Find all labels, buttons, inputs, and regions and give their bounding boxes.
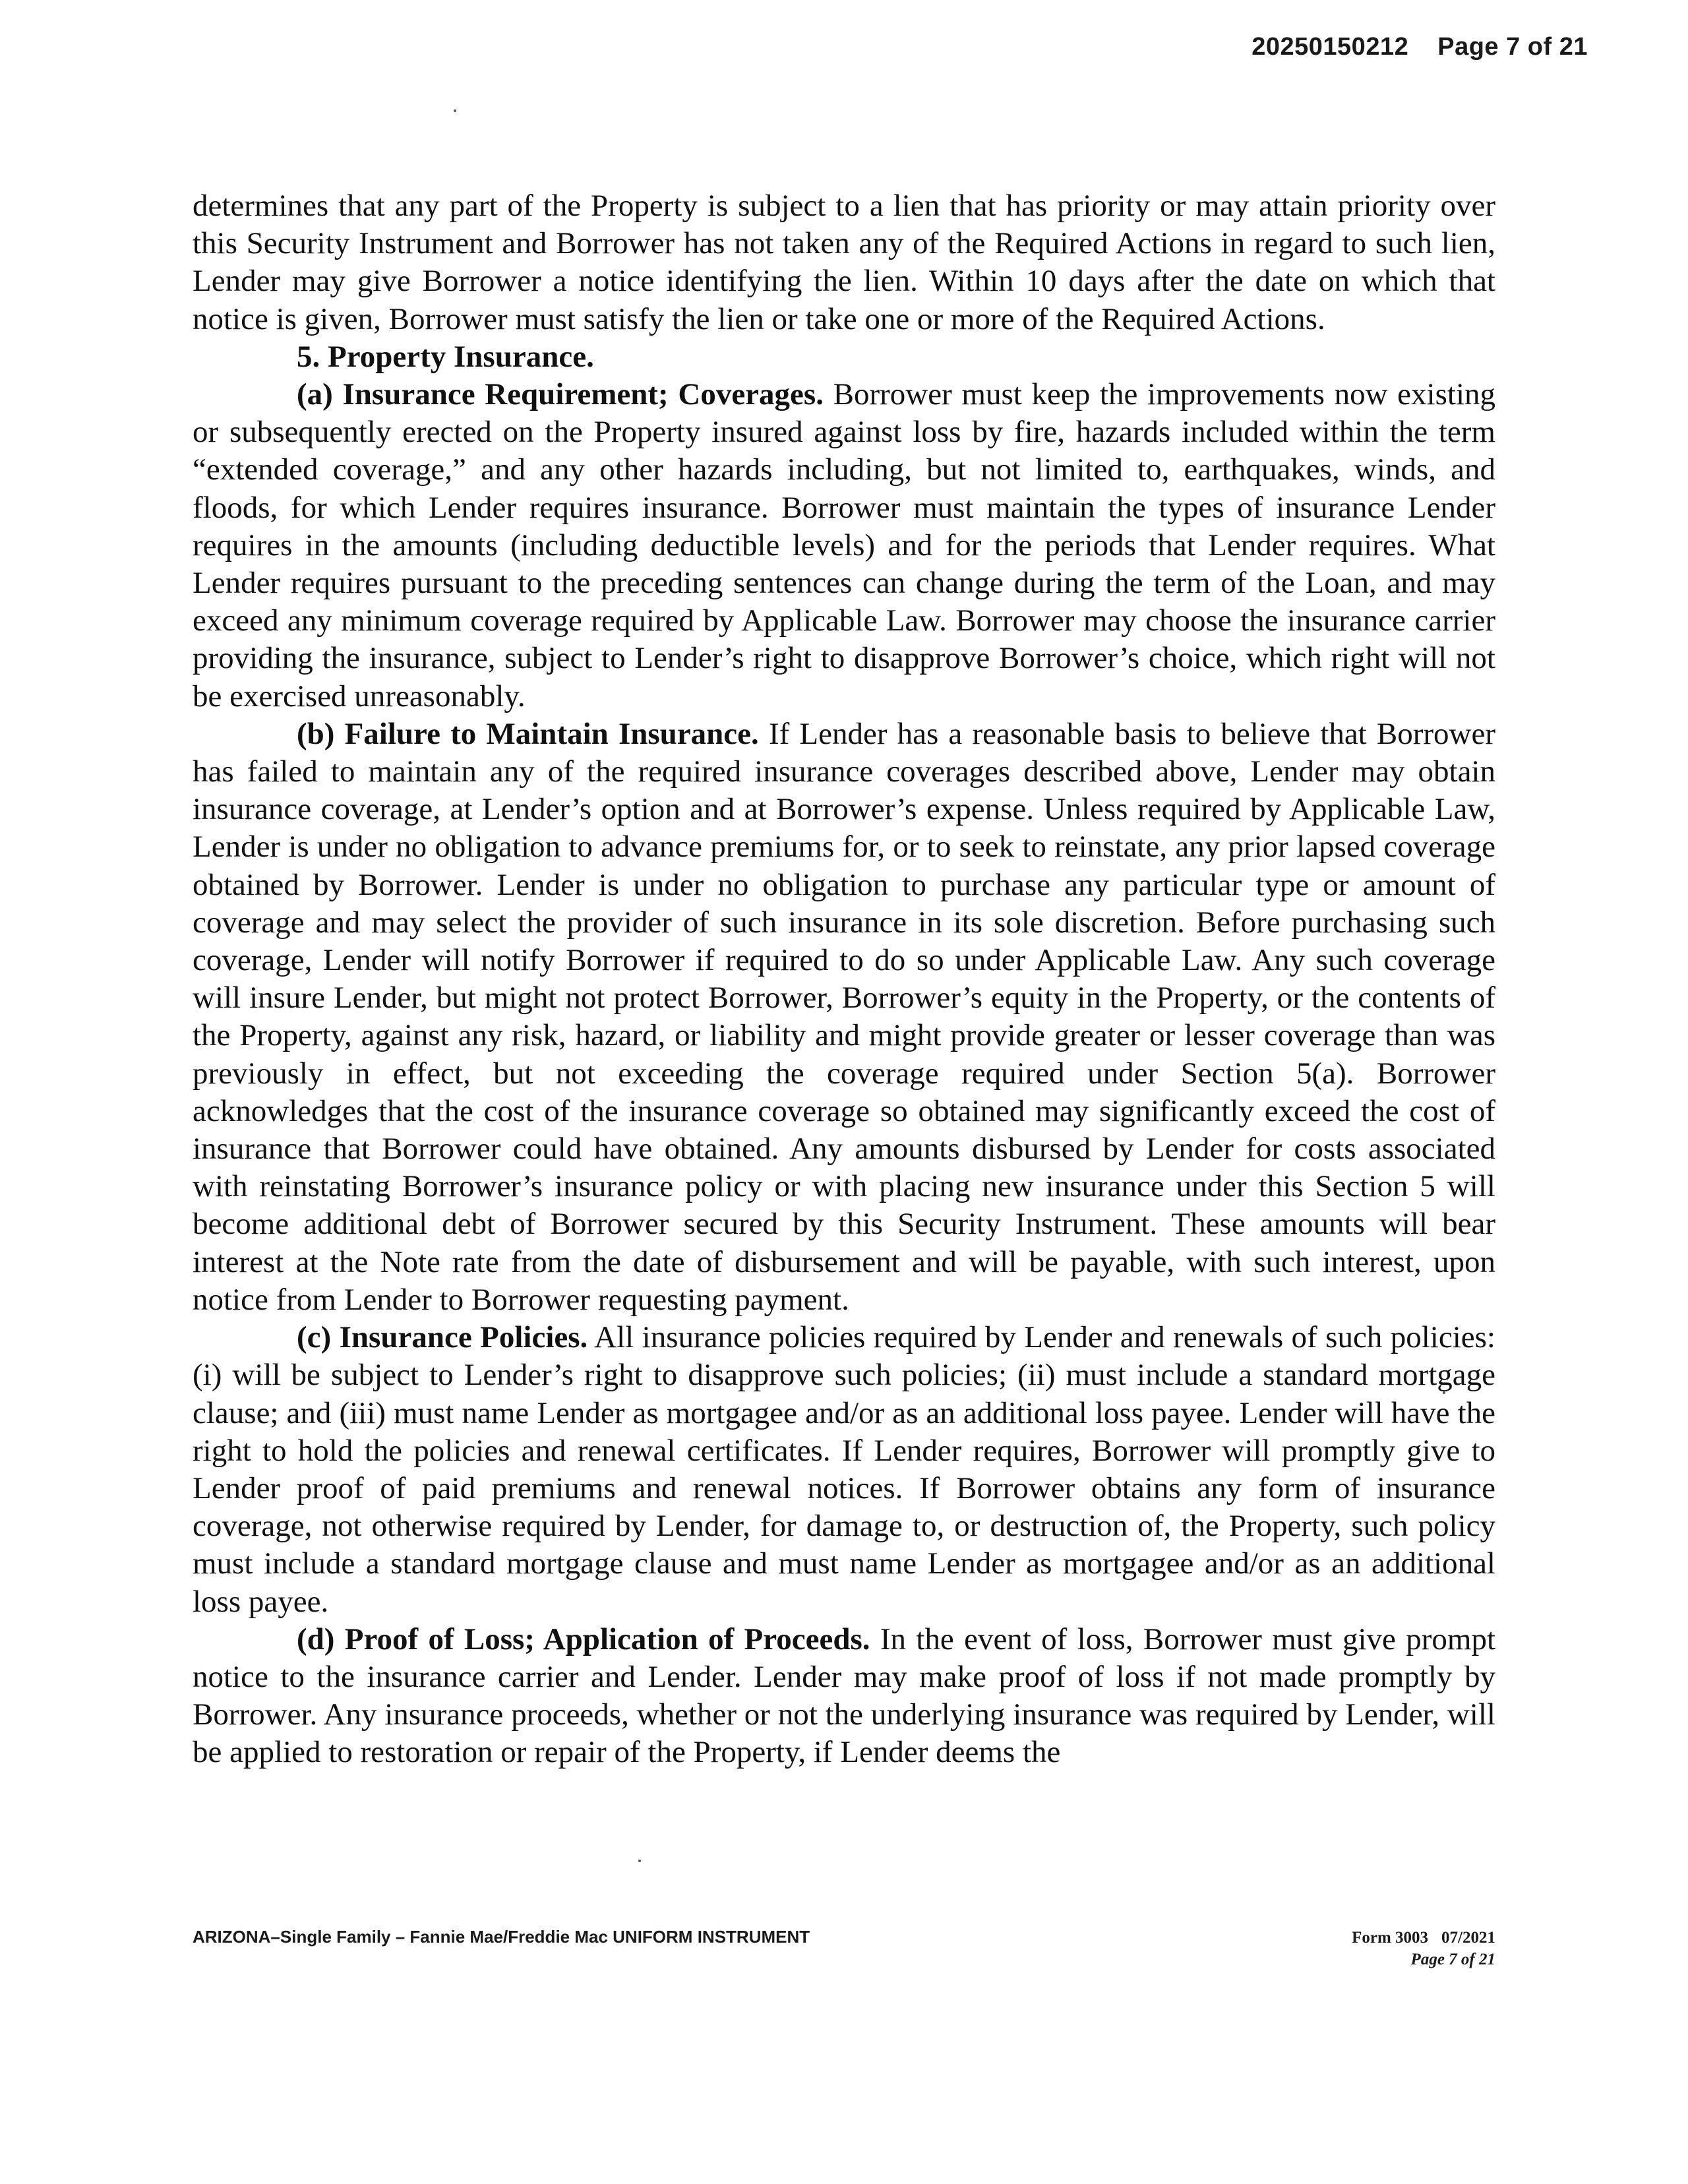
form-number: Form 3003 [1352, 1929, 1429, 1947]
section-heading-text: 5. Property Insurance. [297, 339, 594, 374]
subsection-heading-d: (d) Proof of Loss; Application of Proceeds. [297, 1622, 870, 1656]
subsection-heading-c: (c) Insurance Policies. [297, 1320, 588, 1355]
subsection-heading-b: (b) Failure to Maintain Insurance. [297, 716, 759, 751]
subsection-text-c: All insurance policies required by Lender and renewals of such policies: (i) will be subject to Lender’s right to disapprove such policies; (ii) must include a standard mortgage clause; and (iii) must name Lender as mortgagee and/or as an additional loss payee. Lender will have the right to hold the policies and renewal certificates. If Lender requires, Borrower will promptly give to Lender proof of paid premiums and renewal notices. If Borrower obtains any form of insurance coverage, not otherwise required by Lender, for damage to, or destruction of, the Property, such policy must include a standard mortgage clause and must name Lender as mortgagee and/or as an additional loss payee. [193, 1320, 1495, 1619]
scan-speck [638, 1860, 641, 1862]
paragraph-proof-of-loss [193, 1621, 1495, 1772]
section-heading-property-insurance [193, 338, 1495, 376]
subsection-text-d: In the event of loss, Borrower must give prompt notice to the insurance carrier and Lender. Lender may make proof of loss if not made promptly by Borrower. Any insurance proceeds, whether or not the underlying insurance was required by Lender, will be applied to restoration or repair of the Property, if Lender deems the [193, 1622, 1496, 1770]
subsection-text-a: Borrower must keep the improvements now existing or subsequently erected on the Property insured against loss by fire, hazards included within the term “extended coverage,” and any other hazards including, but not limited to, earthquakes, winds, and floods, for which Lender requires insurance. Borrower must maintain the types of insurance Lender requires in the amounts (including deductible levels) and for the periods that Lender requires. What Lender requires pursuant to the preceding sentences can change during the term of the Loan, and may exceed any minimum coverage required by Applicable Law. Borrower may choose the insurance carrier providing the insurance, subject to Lender’s right to disapprove Borrower’s choice, which right will not be exercised unreasonably. [193, 377, 1496, 713]
paragraph-insurance-policies [193, 1319, 1495, 1621]
document-number: 20250150212 [1251, 33, 1409, 61]
form-info [1352, 1927, 1495, 1970]
document-stamp [1251, 33, 1588, 61]
paragraph-lien-notice: determines that any part of the Property is subject to a lien that has priority or may attain priority over this Security Instrument and Borrower has not taken any of the Required Actions in regard to such lien, Lender may give Borrower a notice identifying the lien. Within 10 days after the date on which that notice is given, Borrower must satisfy the lien or take one or more of the Required Actions. [193, 189, 1495, 336]
footer-page-label: Page 7 of 21 [1410, 1951, 1495, 1968]
subsection-heading-a: (a) Insurance Requirement; Coverages. [297, 377, 824, 412]
form-line [1352, 1927, 1495, 1949]
paragraph-failure-to-maintain [193, 715, 1495, 1319]
document-body [193, 187, 1495, 1772]
scan-speck [454, 109, 456, 112]
paragraph-insurance-requirement [193, 376, 1495, 715]
subsection-text-b: If Lender has a reasonable basis to believe that Borrower has failed to maintain any of the required insurance coverages described above, Lender may obtain insurance coverage, at Lender’s option and at Borrower’s expense. Unless required by Applicable Law, Lender is under no obligation to advance premiums for, or to seek to reinstate, any prior lapsed coverage obtained by Borrower. Lender is under no obligation to purchase any particular type or amount of coverage and may select the provider of such insurance in its sole discretion. Before purchasing such coverage, Lender will notify Borrower if required to do so under Applicable Law. Any such coverage will insure Lender, but might not protect Borrower, Borrower’s equity in the Property, or the contents of the Property, against any risk, hazard, or liability and might provide greater or lesser coverage than was previously in effect, but not exceeding the coverage required under Section 5(a). Borrower acknowledges that the cost of the insurance coverage so obtained may significantly exceed the cost of insurance that Borrower could have obtained. Any amounts disbursed by Lender for costs associated with reinstating Borrower’s insurance policy or with placing new insurance under this Section 5 will become additional debt of Borrower secured by this Security Instrument. These amounts will bear interest at the Note rate from the date of disbursement and will be payable, with such interest, upon notice from Lender to Borrower requesting payment. [193, 716, 1495, 1317]
page-indicator: Page 7 of 21 [1437, 33, 1588, 61]
instrument-title: ARIZONA–Single Family – Fannie Mae/Freddie Mac UNIFORM INSTRUMENT [193, 1927, 810, 1947]
form-date: 07/2021 [1441, 1929, 1495, 1947]
